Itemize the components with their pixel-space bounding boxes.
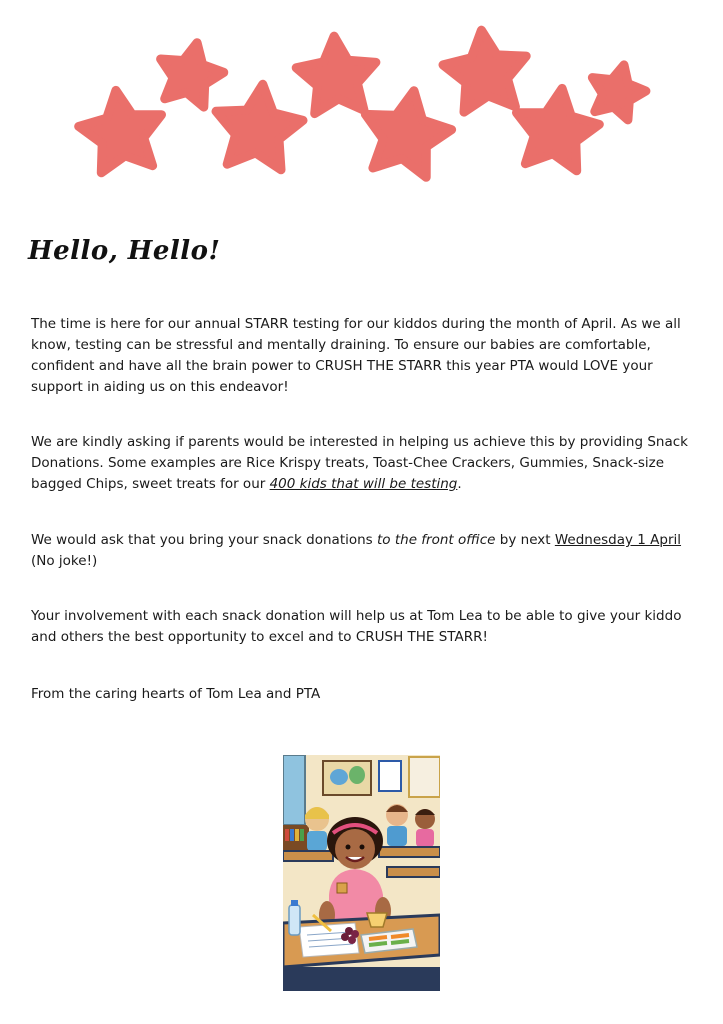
front-office-emphasis: to the front office bbox=[377, 532, 496, 548]
intro-paragraph: The time is here for our annual STARR testing for our kiddos during the month of April. As we all know, testing can be stressful and mentally draining. To ensure our babies are comfortable, confident and have all the brain power to CRUSH THE STARR this year PTA would LOVE your support in aiding us on this endeavor! bbox=[31, 316, 681, 395]
donation-request-paragraph bbox=[31, 432, 696, 495]
dropoff-middle: by next bbox=[495, 532, 555, 548]
signoff-paragraph: From the caring hearts of Tom Lea and PTA bbox=[31, 686, 321, 702]
star-icon bbox=[592, 65, 646, 120]
star-banner bbox=[0, 0, 723, 200]
dropoff-date: Wednesday 1 April bbox=[554, 532, 682, 548]
donation-request-text: We are kindly asking if parents would be interested in helping us achieve this by providing Snack Donations. Some examples are Rice Krispy treats, Toast-Chee Crackers, Gummies, Snack-size bagged Chips, sweet treats for our bbox=[31, 434, 688, 492]
star-icon bbox=[216, 84, 303, 170]
star-icon bbox=[365, 91, 451, 178]
star-icon bbox=[517, 88, 600, 170]
star-icon bbox=[79, 90, 162, 172]
star-icon bbox=[443, 30, 526, 112]
kids-count-emphasis: 400 kids that will be testing bbox=[269, 476, 458, 492]
dropoff-text: We would ask that you bring your snack donations bbox=[31, 532, 378, 548]
involvement-paragraph: Your involvement with each snack donation will help us at Tom Lea to be able to give your kiddo and others the best opportunity to excel and to CRUSH THE STARR! bbox=[31, 608, 682, 645]
star-icon bbox=[296, 36, 376, 114]
dropoff-end: (No joke!) bbox=[31, 553, 98, 569]
star-icon bbox=[161, 43, 224, 107]
classroom-illustration bbox=[283, 755, 440, 991]
dropoff-paragraph bbox=[31, 530, 696, 572]
donation-request-end: . bbox=[457, 476, 462, 492]
greeting-heading: Hello, Hello! bbox=[28, 236, 221, 266]
